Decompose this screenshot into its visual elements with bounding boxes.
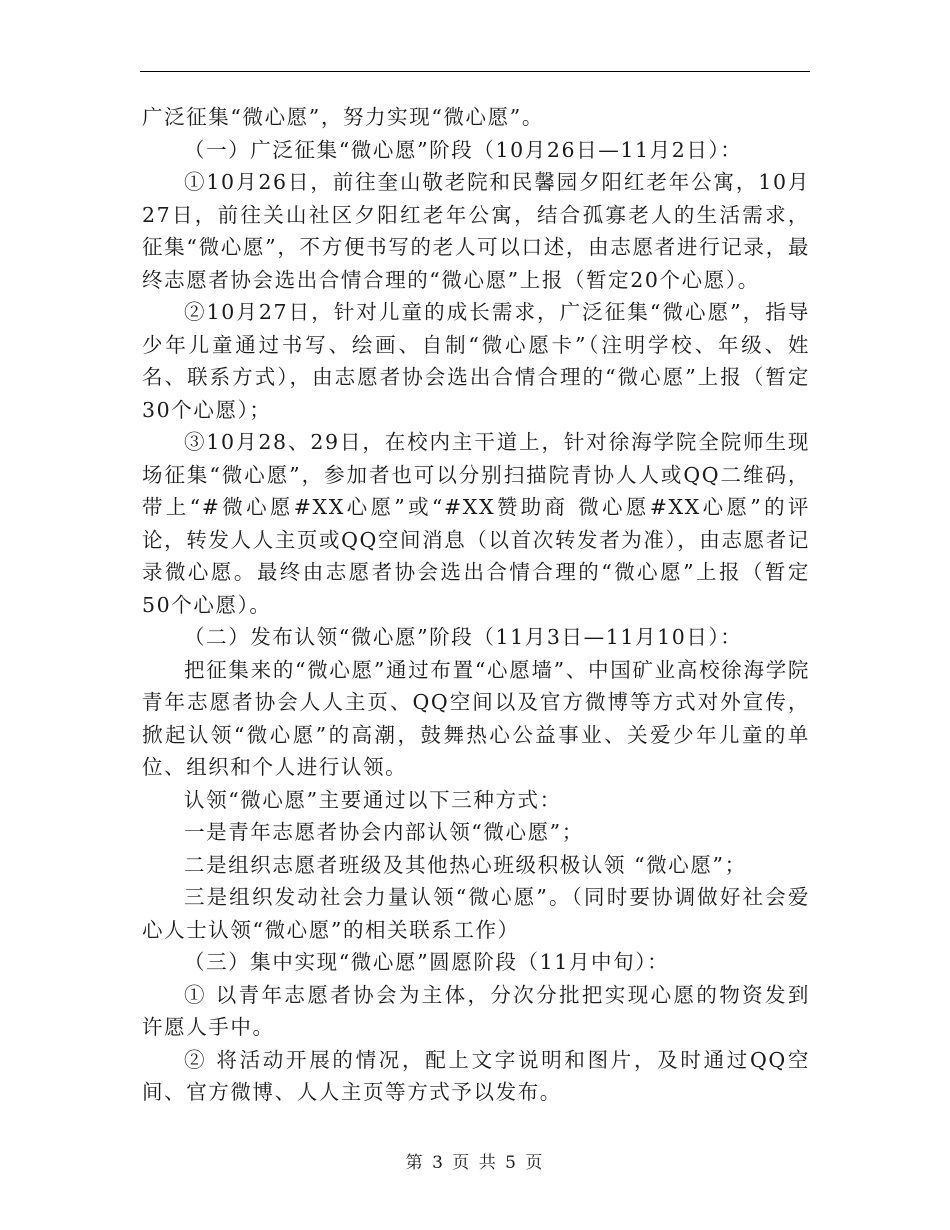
section-heading: （二）发布认领“微心愿”阶段（11月3日—11月10日）： xyxy=(184,625,743,649)
section-heading: （三）集中实现“微心愿”圆愿阶段（11月中旬）： xyxy=(184,950,670,974)
header-rule xyxy=(140,71,810,72)
paragraph: 认领“微心愿”主要通过以下三种方式： xyxy=(184,787,562,812)
list-item: 三是组织发动社会力量认领“微心愿”。（同时要协调做好社会爱心人士认领“微心愿”的相关联系工作） xyxy=(142,885,810,942)
paragraph: 广泛征集“微心愿”，努力实现“微心愿”。 xyxy=(142,105,544,129)
paragraph: ①10月26日，前往奎山敬老院和民馨园夕阳红老年公寓，10月27日，前往关山社区夕阳红老年公寓，结合孤寡老人的生活需求，征集“微心愿”，不方便书写的老人可以口述，由志愿者进行记录，最终志愿者协会选出合情合理的“微心愿”上报（暂定20个心愿）。 xyxy=(142,170,810,292)
paragraph: 把征集来的“微心愿”通过布置“心愿墙”、中国矿业高校徐海学院青年志愿者协会人人主页、QQ空间以及官方微博等方式对外宣传，掀起认领“微心愿”的高潮，鼓舞热心公益事业、关爱少年儿童的单位、组织和个人进行认领。 xyxy=(142,657,810,779)
section-heading: （一）广泛征集“微心愿”阶段（10月26日—11月2日）： xyxy=(184,137,743,162)
list-item: 二是组织志愿者班级及其他热心班级积极认领 “微心愿”； xyxy=(184,852,747,877)
paragraph: ②10月27日，针对儿童的成长需求，广泛征集“微心愿”，指导少年儿童通过书写、绘画、自制“微心愿卡”（注明学校、年级、姓名、联系方式），由志愿者协会选出合情合理的“微心愿”上报（暂定30个心愿）； xyxy=(142,300,810,422)
paragraph: ① 以青年志愿者协会为主体，分次分批把实现心愿的物资发到许愿人手中。 xyxy=(142,982,810,1039)
page-number: 第 3 页 共 5 页 xyxy=(405,1153,545,1173)
paragraph: ② 将活动开展的情况，配上文字说明和图片，及时通过QQ空间、官方微博、人人主页等方式予以发布。 xyxy=(142,1047,810,1104)
document-body xyxy=(142,101,810,1109)
list-item: 一是青年志愿者协会内部认领“微心愿”； xyxy=(184,820,584,844)
paragraph: ③10月28、29日，在校内主干道上，针对徐海学院全院师生现场征集“微心愿”，参加者也可以分别扫描院青协人人或QQ二维码，带上“#微心愿#XX心愿”或“#XX赞助商 微心愿#XX心愿”的评论，转发人人主页或QQ空间消息（以首次转发者为准），由志愿者记录微心愿。最终由志愿者协会选出合情合理的“微心愿”上报（暂定50个心愿）。 xyxy=(142,430,810,617)
